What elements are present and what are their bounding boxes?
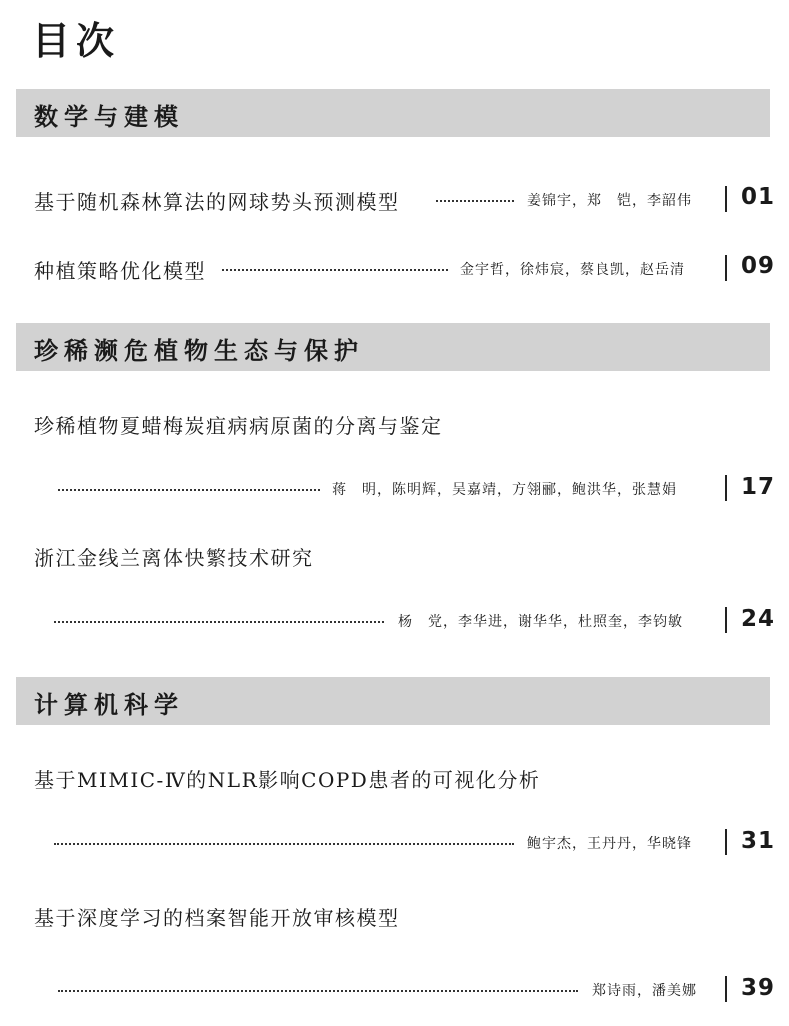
page-title: 目次	[32, 19, 121, 63]
article-authors: 郑诗雨，潘美娜	[592, 983, 697, 999]
separator	[725, 186, 727, 212]
page-number[interactable]: 31	[741, 828, 776, 854]
separator	[725, 607, 727, 633]
dot-leader	[436, 200, 514, 202]
section-header-plants	[16, 323, 770, 371]
article-title[interactable]: 浙江金线兰离体快繁技术研究	[34, 546, 314, 570]
page-number[interactable]: 01	[741, 184, 776, 210]
article-authors: 姜锦宇，郑 铠，李韶伟	[527, 193, 692, 209]
article-authors: 蒋 明，陈明辉，吴嘉靖，方翎郦，鲍洪华，张慧娟	[332, 482, 677, 498]
page-number[interactable]: 17	[741, 474, 776, 500]
separator	[725, 976, 727, 1002]
article-authors: 金宇哲，徐炜宸，蔡良凯，赵岳清	[460, 262, 685, 278]
article-title[interactable]: 珍稀植物夏蜡梅炭疽病病原菌的分离与鉴定	[34, 414, 443, 438]
dot-leader	[54, 843, 514, 845]
section-header-cs	[16, 677, 770, 725]
section-header-math	[16, 89, 770, 137]
section-title: 数学与建模	[34, 103, 184, 131]
article-title[interactable]: 基于深度学习的档案智能开放审核模型	[34, 906, 400, 930]
separator	[725, 829, 727, 855]
separator	[725, 475, 727, 501]
article-authors: 鲍宇杰，王丹丹，华晓锋	[527, 836, 692, 852]
page-number[interactable]: 24	[741, 606, 776, 632]
dot-leader	[58, 990, 578, 992]
article-title[interactable]: 基于MIMIC-Ⅳ的NLR影响COPD患者的可视化分析	[34, 768, 541, 792]
article-title[interactable]: 基于随机森林算法的网球势头预测模型	[34, 190, 400, 214]
page-number[interactable]: 09	[741, 253, 776, 279]
article-title[interactable]: 种植策略优化模型	[34, 259, 206, 283]
dot-leader	[58, 489, 320, 491]
article-authors: 杨 党，李华进，谢华华，杜照奎，李钧敏	[398, 614, 683, 630]
dot-leader	[222, 269, 448, 271]
page-number[interactable]: 39	[741, 975, 776, 1001]
separator	[725, 255, 727, 281]
section-title: 珍稀濒危植物生态与保护	[34, 337, 364, 365]
dot-leader	[54, 621, 384, 623]
section-title: 计算机科学	[34, 691, 184, 719]
